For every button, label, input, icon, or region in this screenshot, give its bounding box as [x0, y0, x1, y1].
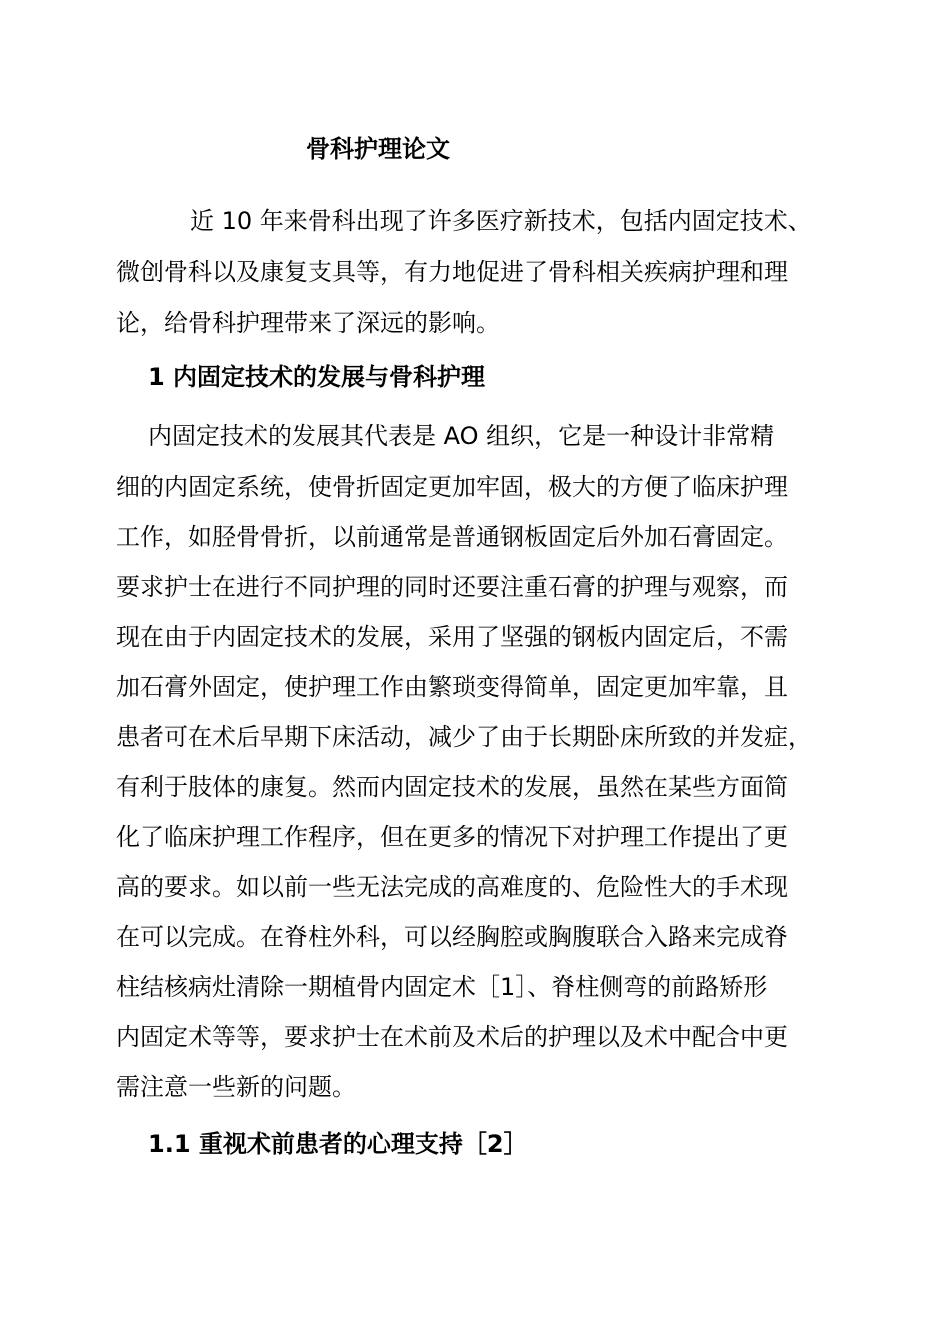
section-1-line-4: 要求护士在进行不同护理的同时还要注重石膏的护理与观察，而 — [116, 573, 788, 601]
section-1-line-3: 工作，如胫骨骨折，以前通常是普通钢板固定后外加石膏固定。 — [116, 523, 788, 551]
section-1-line-5: 现在由于内固定技术的发展，采用了坚强的钢板内固定后，不需 — [116, 623, 788, 651]
section-1-line-8: 有利于肢体的康复。然而内固定技术的发展，虽然在某些方面简 — [116, 773, 788, 801]
section-1-line-11: 在可以完成。在脊柱外科，可以经胸腔或胸腹联合入路来完成脊 — [116, 923, 788, 951]
intro-line-2: 微创骨科以及康复支具等，有力地促进了骨科相关疾病护理和理 — [116, 258, 788, 286]
intro-line-1: 近 10 年来骨科出现了许多医疗新技术，包括内固定技术、 — [190, 207, 812, 235]
section-1-line-10: 高的要求。如以前一些无法完成的高难度的、危险性大的手术现 — [116, 873, 788, 901]
section-1-line-1: 内固定技术的发展其代表是 AO 组织，它是一种设计非常精 — [148, 422, 775, 450]
document-title: 骨科护理论文 — [306, 135, 450, 163]
section-1-line-13: 内固定术等等，要求护士在术前及术后的护理以及术中配合中更 — [116, 1023, 788, 1051]
section-1-line-9: 化了临床护理工作程序，但在更多的情况下对护理工作提出了更 — [116, 823, 788, 851]
section-1-line-14: 需注意一些新的问题。 — [116, 1073, 356, 1101]
section-1-line-12: 柱结核病灶清除一期植骨内固定术［1］、脊柱侧弯的前路矫形 — [116, 973, 768, 1001]
intro-line-3: 论，给骨科护理带来了深远的影响。 — [116, 309, 500, 337]
section-1-line-7: 患者可在术后早期下床活动，减少了由于长期卧床所致的并发症， — [116, 723, 812, 751]
section-1-line-2: 细的内固定系统，使骨折固定更加牢固，极大的方便了临床护理 — [116, 473, 788, 501]
section-1-line-6: 加石膏外固定，使护理工作由繁琐变得简单，固定更加牢靠，且 — [116, 673, 788, 701]
section-1-heading: 1 内固定技术的发展与骨科护理 — [148, 363, 486, 391]
section-1-1-heading: 1.1 重视术前患者的心理支持［2］ — [148, 1130, 528, 1158]
